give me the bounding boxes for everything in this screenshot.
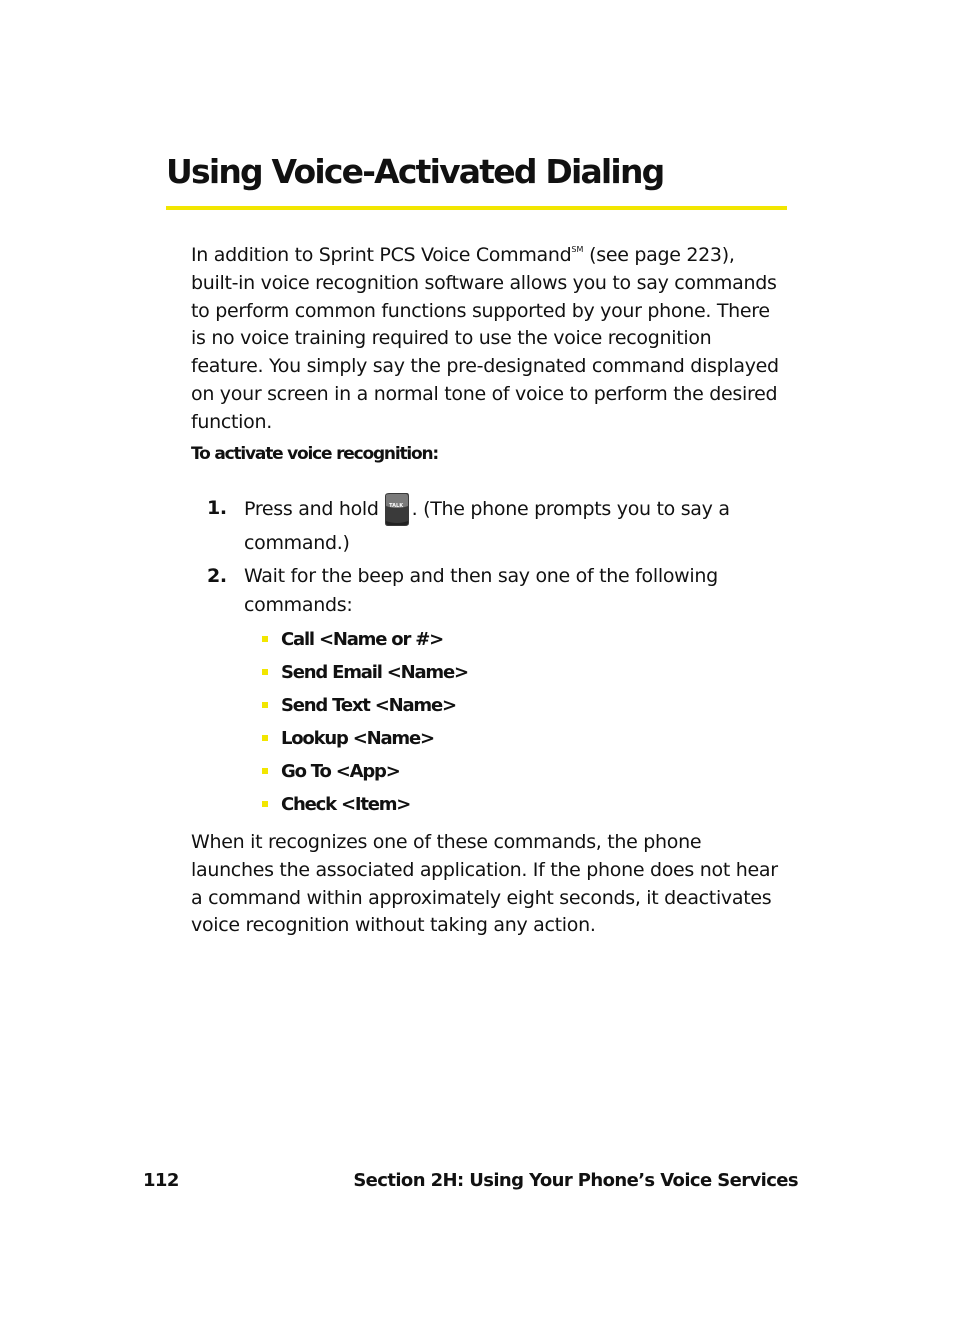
list-item bbox=[262, 623, 468, 656]
step-text-before-key: Press and hold bbox=[244, 498, 379, 520]
command-label: Send Email <Name> bbox=[281, 662, 468, 683]
procedure-heading: To activate voice recognition: bbox=[191, 444, 438, 464]
square-bullet-icon bbox=[262, 636, 268, 642]
intro-paragraph bbox=[191, 236, 787, 437]
step-1 bbox=[207, 492, 767, 559]
command-label: Check <Item> bbox=[281, 794, 411, 815]
section-title: Section 2H: Using Your Phone’s Voice Services bbox=[353, 1170, 798, 1191]
page-number: 112 bbox=[143, 1170, 179, 1191]
step-number: 2. bbox=[207, 565, 227, 587]
talk-key-icon-shape bbox=[383, 492, 410, 527]
step-text: Wait for the beep and then say one of the following commands: bbox=[244, 565, 718, 616]
step-2 bbox=[207, 562, 767, 620]
step-number: 1. bbox=[207, 497, 227, 519]
list-item bbox=[262, 755, 468, 788]
title-rule bbox=[166, 206, 787, 210]
service-mark: SM bbox=[571, 245, 584, 254]
list-item bbox=[262, 656, 468, 689]
page-title: Using Voice-Activated Dialing bbox=[166, 152, 664, 191]
voice-command-list bbox=[262, 623, 468, 821]
command-label: Go To <App> bbox=[281, 761, 400, 782]
step-text-after-key: . (The phone prompts you to say a command.) bbox=[244, 498, 730, 554]
intro-text-start: In addition to Sprint PCS Voice Command bbox=[191, 244, 572, 266]
square-bullet-icon bbox=[262, 801, 268, 807]
closing-paragraph: When it recognizes one of these commands, the phone launches the associated application. If the phone does not hear a command within approximately eight seconds, it deactivates voice recognition without taking any action. bbox=[191, 831, 778, 937]
intro-text-rest: (see page 223), built-in voice recognition software allows you to say commands to perform common functions supported by your phone. There is no voice training required to use the voice recognition feature. You simply say the pre-designated command displayed on your screen in a normal tone of voice to perform the desired function. bbox=[191, 244, 779, 433]
list-item bbox=[262, 722, 468, 755]
square-bullet-icon bbox=[262, 735, 268, 741]
step-text bbox=[244, 492, 767, 559]
list-item bbox=[262, 689, 468, 722]
square-bullet-icon bbox=[262, 669, 268, 675]
list-item bbox=[262, 788, 468, 821]
talk-key-icon bbox=[383, 492, 410, 527]
command-label: Lookup <Name> bbox=[281, 728, 434, 749]
command-label: Call <Name or #> bbox=[281, 629, 443, 650]
command-label: Send Text <Name> bbox=[281, 695, 456, 716]
talk-key-label: TALK bbox=[389, 503, 404, 509]
square-bullet-icon bbox=[262, 768, 268, 774]
square-bullet-icon bbox=[262, 702, 268, 708]
